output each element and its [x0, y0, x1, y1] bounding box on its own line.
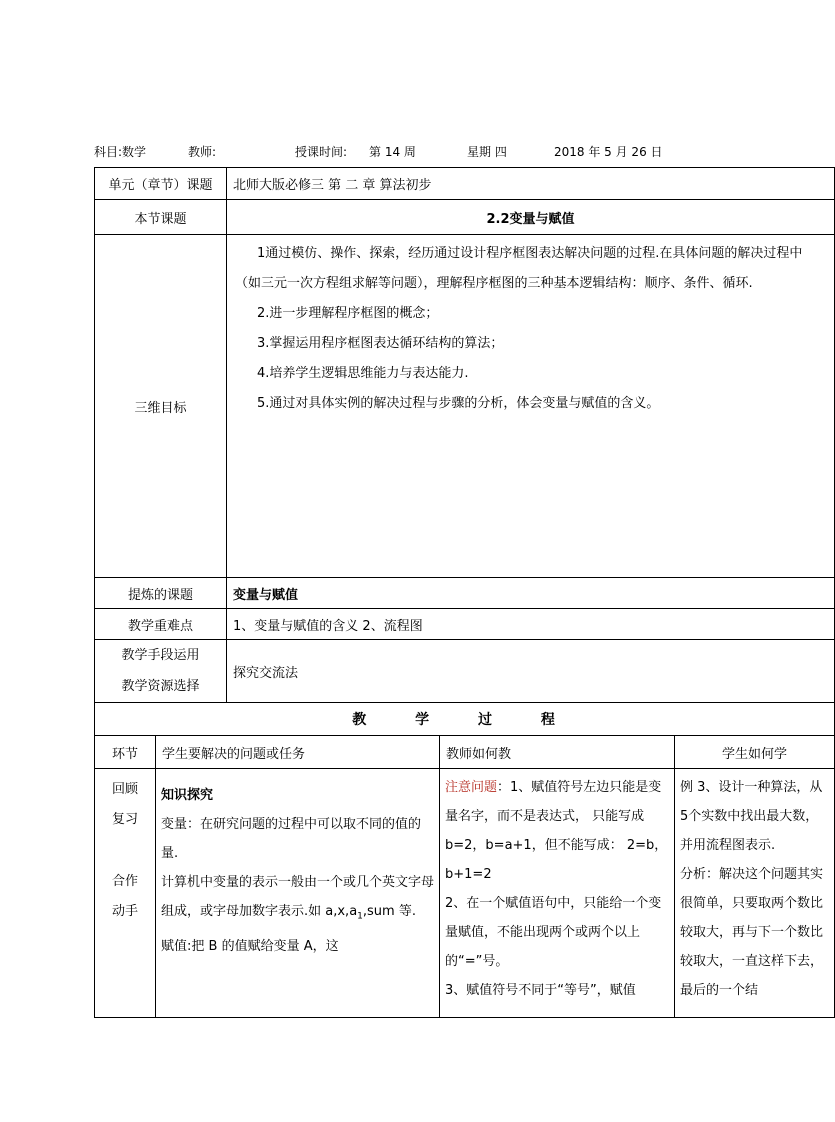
- teacher-label: 教师:: [188, 145, 217, 159]
- process-content-row: [95, 769, 835, 1018]
- lesson-header: [94, 143, 774, 163]
- process-header-row: [95, 736, 835, 769]
- lesson-plan-table: [94, 167, 835, 1018]
- lesson-value: 2.2变量与赋值: [227, 200, 835, 235]
- col-header-teacher: 教师如何教: [440, 736, 675, 769]
- lesson-row: [95, 200, 835, 235]
- goals-label: 三维目标: [95, 235, 227, 578]
- key-points-row: [95, 609, 835, 640]
- weekday: 星期 四: [467, 145, 507, 159]
- goals-content: [227, 235, 835, 578]
- tasks-p1: 变量：在研究问题的过程中可以取不同的值的量.: [161, 817, 422, 861]
- process-title: 教 学 过 程: [95, 703, 835, 736]
- stage-2-line-2: 动手: [111, 904, 138, 919]
- date: 2018 年 5 月 26 日: [554, 145, 663, 159]
- student-p1: 例 3、设计一种算法，从 5个实数中找出最大数，并用流程图表示.: [680, 780, 823, 853]
- stage-1-line-1: 回顾: [111, 782, 138, 797]
- goal-5: 5.通过对具体实例的解决过程与步骤的分析，体会变量与赋值的含义。: [257, 396, 660, 411]
- goals-row: [95, 235, 835, 578]
- col-header-tasks: 学生要解决的问题或任务: [156, 736, 440, 769]
- process-title-row: [95, 703, 835, 736]
- time-label: 授课时间:: [295, 145, 348, 159]
- means-label: [95, 640, 227, 703]
- student-p2: 分析：解决这个问题其实很简单，只要取两个数比较取大，再与下一个数比较取大，一直这样下去，最后的一个结: [680, 867, 824, 998]
- tasks-cell: [156, 769, 440, 1018]
- lesson-label: 本节课题: [95, 200, 227, 235]
- teacher-p2: 2、在一个赋值语句中，只能给一个变量赋值，不能出现两个或两个以上的“=”号。: [445, 896, 662, 969]
- unit-label: 单元（章节）课题: [95, 168, 227, 200]
- key-points-value: 1、变量与赋值的含义 2、流程图: [227, 609, 835, 640]
- means-row: [95, 640, 835, 703]
- goal-1: 1通过模仿、操作、探索，经历通过设计程序框图表达解决问题的过程.在具体问题的解决过程中（如三元一次方程组求解等问题），理解程序框图的三种基本逻辑结构：顺序、条件、循环.: [235, 246, 803, 291]
- refined-row: [95, 578, 835, 609]
- goal-4: 4.培养学生逻辑思维能力与表达能力.: [257, 366, 469, 381]
- tasks-p2: 计算机中变量的表示一般由一个或几个英文字母组成，或字母加数字表示.如 $a,x,a_1,sum$ 等.: [161, 875, 435, 922]
- means-label-2: 教学资源选择: [121, 679, 200, 694]
- week: 第 14 周: [369, 145, 416, 159]
- key-points-label: 教学重难点: [95, 609, 227, 640]
- goal-2: 2.进一步理解程序框图的概念；: [257, 306, 439, 321]
- means-label-1: 教学手段运用: [121, 648, 200, 663]
- teacher-cell: [440, 769, 675, 1018]
- subject: 科目:数学: [94, 145, 147, 159]
- goal-3: 3.掌握运用程序框图表达循环结构的算法；: [257, 336, 504, 351]
- refined-label: 提炼的课题: [95, 578, 227, 609]
- student-cell: [675, 769, 835, 1018]
- teacher-p1: 注意问题：1、赋值符号左边只能是变量名字，而不是表达式， 只能写成b=2，b=a+1，但不能写成： 2=b，b+1=2: [445, 780, 668, 882]
- tasks-heading: 知识探究: [161, 788, 214, 803]
- stage-2-line-1: 合作: [111, 874, 138, 889]
- unit-value: 北师大版必修三 第 二 章 算法初步: [227, 168, 835, 200]
- stage-cell: [95, 769, 156, 1018]
- refined-value: 变量与赋值: [227, 578, 835, 609]
- stage-1-line-2: 复习: [111, 812, 138, 827]
- teacher-p3: 3、赋值符号不同于“等号”，赋值: [445, 983, 636, 998]
- tasks-p3: 赋值:把 B 的值赋给变量 A，这: [161, 938, 339, 954]
- col-header-stage: 环节: [95, 736, 156, 769]
- means-value: 探究交流法: [227, 640, 835, 703]
- unit-row: [95, 168, 835, 200]
- note-label: 注意问题: [445, 780, 498, 795]
- col-header-student: 学生如何学: [675, 736, 835, 769]
